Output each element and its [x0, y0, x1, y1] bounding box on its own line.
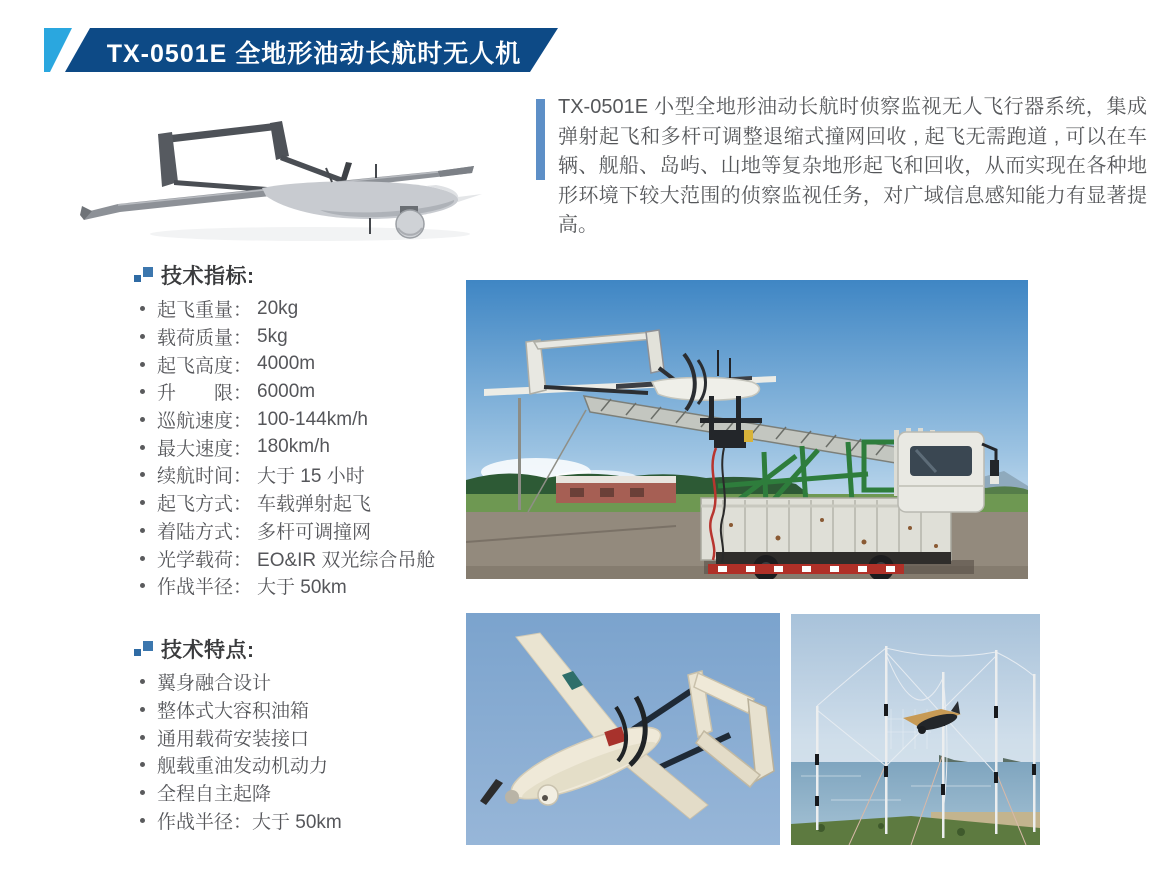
flight-photo [466, 613, 780, 845]
bullet-icon [140, 679, 145, 684]
spec-row: 载荷质量： 5kg [140, 323, 435, 351]
spec-row: 最大速度： 180km/h [140, 433, 435, 461]
bullet-icon [140, 500, 145, 505]
spec-row: 起飞方式： 车载弹射起飞 [140, 489, 435, 517]
bullet-icon [140, 528, 145, 533]
net-recovery-illustration [791, 614, 1040, 845]
truck-launch-photo [466, 280, 1028, 579]
feature-row: 整体式大容积油箱 [140, 696, 342, 724]
feature-row: 作战半径：大于 50km [140, 806, 342, 834]
feature-row: 全程自主起降 [140, 779, 342, 807]
feature-row: 通用载荷安装接口 [140, 723, 342, 751]
bullet-icon [140, 735, 145, 740]
intro-accent-bar [536, 99, 545, 180]
bullet-icon [140, 556, 145, 561]
bullet-icon [140, 306, 145, 311]
bullet-icon [140, 472, 145, 477]
features-heading-label: 技术特点: [161, 639, 255, 662]
feature-row: 舰载重油发动机动力 [140, 751, 342, 779]
bullet-icon [140, 818, 145, 823]
spec-row: 升 限： 6000m [140, 378, 435, 406]
spec-row: 光学载荷： EO&IR 双光综合吊舱 [140, 544, 435, 572]
spec-row: 着陆方式： 多杆可调撞网 [140, 517, 435, 545]
bullet-icon [140, 790, 145, 795]
features-heading [134, 634, 255, 664]
flight-illustration [466, 613, 780, 845]
truck-launch-illustration [466, 280, 1028, 579]
bullet-icon [140, 445, 145, 450]
title-banner [44, 28, 564, 72]
net-recovery-photo [791, 614, 1040, 845]
spec-row: 巡航速度： 100-144km/h [140, 406, 435, 434]
bullet-icon [140, 583, 145, 588]
spec-row: 作战半径： 大于 50km [140, 572, 435, 600]
feature-row: 翼身融合设计 [140, 668, 342, 696]
specs-heading [134, 260, 255, 290]
features-list [140, 668, 342, 834]
specs-list [140, 295, 435, 600]
bullet-icon [140, 762, 145, 767]
intro-paragraph: TX-0501E 小型全地形油动长航时侦察监视无人飞行器系统，集成弹射起飞和多杆可调整退缩式撞网回收 , 起飞无需跑道 , 可以在车辆、舰船、岛屿、山地等复杂地形起飞和回收，从而实现在各种地形环境下较大范围的侦察监视任务，对广域信息感知能力有显著提高。 [558, 96, 1147, 236]
page-title: TX-0501E 全地形油动长航时无人机 [106, 40, 522, 68]
specs-heading-label: 技术指标: [161, 265, 255, 288]
bullet-icon [140, 334, 145, 339]
squares-icon [134, 641, 153, 657]
bullet-icon [140, 417, 145, 422]
gray-uav-illustration [70, 82, 490, 254]
spec-row: 续航时间： 大于 15 小时 [140, 461, 435, 489]
bullet-icon [140, 389, 145, 394]
bullet-icon [140, 707, 145, 712]
spec-row: 起飞高度： 4000m [140, 350, 435, 378]
spec-row: 起飞重量： 20kg [140, 295, 435, 323]
squares-icon [134, 267, 153, 283]
bullet-icon [140, 362, 145, 367]
product-render-image [70, 82, 490, 254]
